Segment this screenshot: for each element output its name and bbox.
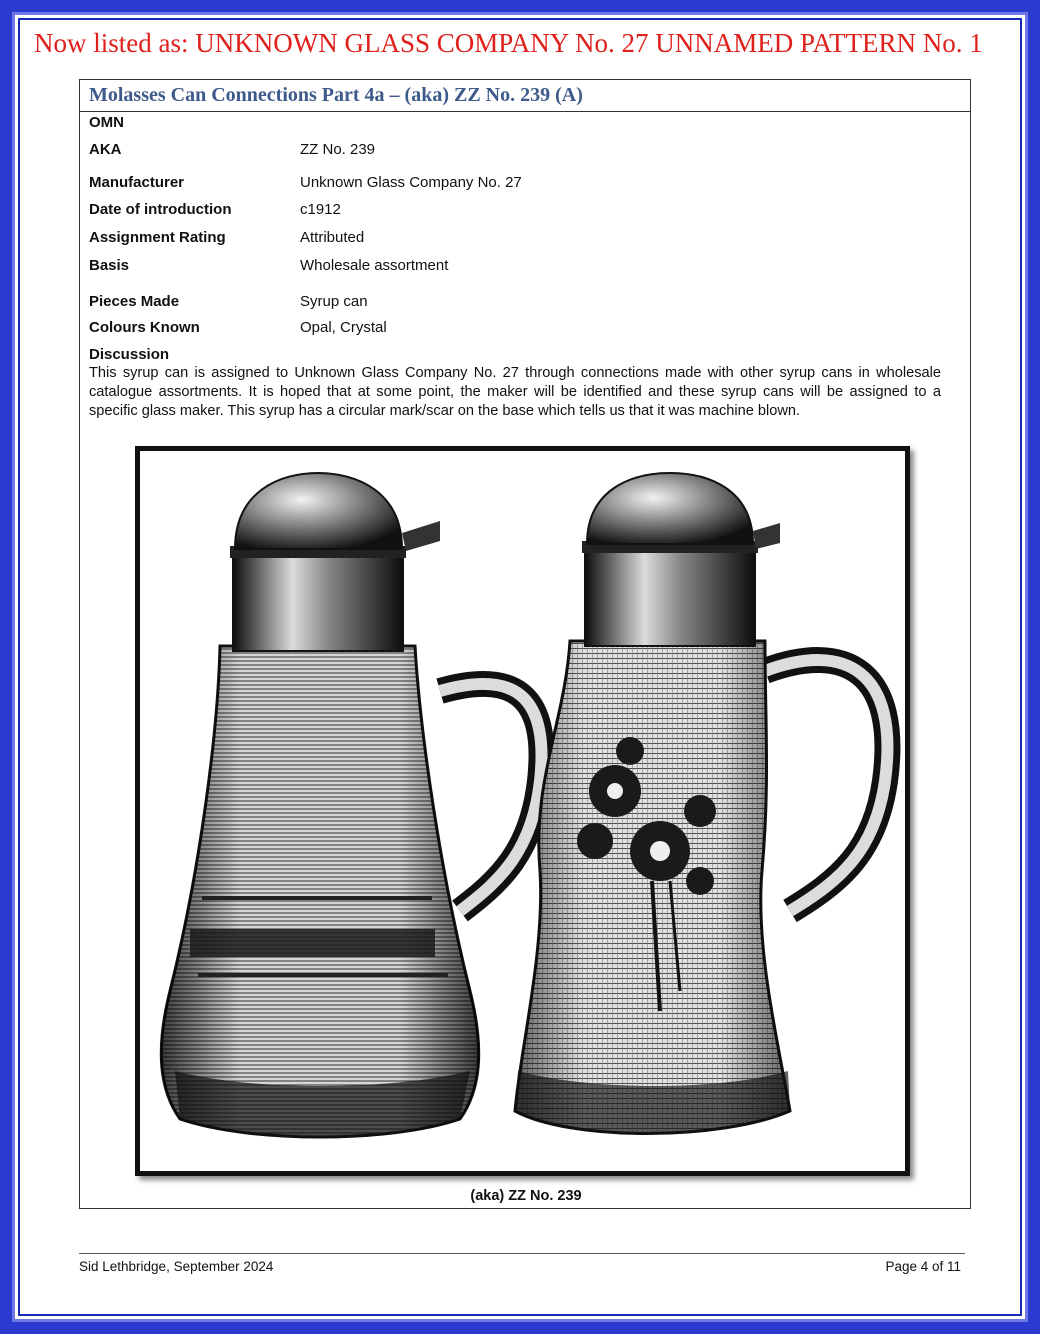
field-label: Date of introduction: [89, 201, 232, 218]
field-value: ZZ No. 239: [300, 141, 376, 158]
field-label: AKA: [89, 141, 122, 158]
field-label: Colours Known: [89, 319, 200, 336]
footer-author-date: Sid Lethbridge, September 2024: [79, 1259, 274, 1274]
entry-box: [79, 79, 971, 1209]
field-colours-known: [89, 319, 387, 336]
left-syrup-can: [161, 473, 541, 1137]
banner-now-listed: Now listed as: UNKNOWN GLASS COMPANY No. 27 UNNAMED PATTERN No. 1: [34, 28, 983, 58]
field-value: c1912: [300, 201, 341, 218]
field-date-of-introduction: [89, 201, 341, 218]
field-omn: [89, 114, 124, 131]
field-label: Basis: [89, 257, 130, 274]
right-syrup-can: [515, 473, 887, 1134]
field-value: Attributed: [300, 229, 365, 246]
image-caption: (aka) ZZ No. 239: [470, 1188, 582, 1204]
syrup-can-illustration: [135, 446, 910, 1176]
field-pieces-made: [89, 293, 368, 310]
footer-divider: [79, 1253, 965, 1254]
field-assignment-rating: [89, 229, 365, 246]
discussion-text: This syrup can is assigned to Unknown Glass Company No. 27 through connections made with other syrup cans in wholesale catalogue assortments. It is hoped that at some point, the maker will be identified and these syrup cans will be assigned to a specific glass maker. This syrup has a circular mark/scar on the base which tells us that it was machine blown.: [89, 365, 941, 419]
footer-page-number: Page 4 of 11: [885, 1259, 961, 1274]
entry-title: Molasses Can Connections Part 4a – (aka) ZZ No. 239 (A): [80, 80, 970, 112]
field-value: Syrup can: [300, 293, 368, 310]
field-label: OMN: [89, 114, 124, 131]
field-value: Wholesale assortment: [300, 257, 449, 274]
field-label: Pieces Made: [89, 293, 180, 310]
field-aka: [89, 141, 376, 158]
discussion-label: Discussion: [89, 346, 170, 363]
field-label: Assignment Rating: [89, 229, 226, 246]
field-manufacturer: [89, 174, 522, 191]
field-value: Opal, Crystal: [300, 319, 387, 336]
field-label: Manufacturer: [89, 174, 185, 191]
field-value: Unknown Glass Company No. 27: [300, 174, 522, 191]
field-basis: [89, 257, 449, 274]
